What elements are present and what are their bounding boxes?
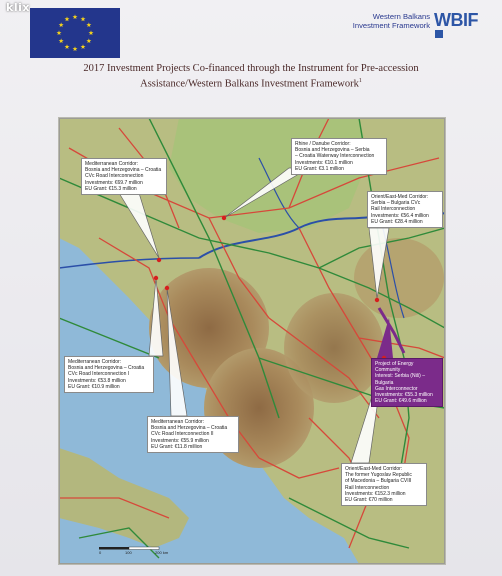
callout-line: Rail Interconnection <box>345 484 390 491</box>
callout-orient-rail-serbia-bulgaria <box>367 191 443 228</box>
callout-med-road-cvc-1 <box>64 356 154 393</box>
scale-label-mid: 100 <box>125 550 132 555</box>
title-line-2-text: Assistance/Western Balkans Investment Framework <box>140 78 359 90</box>
scale-bar <box>99 546 189 556</box>
scale-unit: km <box>162 550 169 555</box>
callout-line: – Croatia Waterway Interconnection <box>295 153 375 160</box>
scale-label-right <box>155 550 168 555</box>
callout-line: EU Grant: €3.1 million <box>295 165 344 172</box>
eu-flag <box>30 8 120 58</box>
eu-star-icon <box>81 44 86 49</box>
callout-line: Bosnia and Herzegovina – Croatia <box>68 365 145 372</box>
callout-med-road-cvc <box>81 158 167 195</box>
callout-line: Investments: €69.7 million <box>85 179 143 186</box>
callout-line: Rail Interconnection <box>371 206 416 213</box>
wbif-logo: WBIF <box>434 10 478 30</box>
callout-line: Serbia – Bulgaria CVc <box>371 200 421 207</box>
callout-line: CVc Road Interconnection I <box>68 371 130 378</box>
corridor-map <box>58 117 446 565</box>
wbif-logo-square <box>435 30 443 38</box>
callout-line: CVc Road Interconnection <box>85 173 144 180</box>
eu-star-icon <box>65 17 70 22</box>
wbif-brand-text <box>302 12 430 30</box>
eu-star-icon <box>73 46 78 51</box>
brand-line-1: Western Balkans <box>372 12 430 21</box>
callout-line: Interest: Serbia (Niš) – Bulgaria <box>375 373 426 386</box>
callout-line: Bosnia and Herzegovina – Croatia <box>151 425 228 432</box>
scale-label-left: 0 <box>99 550 102 555</box>
callout-line: Mediterranean Corridor: <box>68 359 122 365</box>
eastern-hills <box>354 238 444 318</box>
brand-line-2: Investment Framework <box>352 21 430 30</box>
callout-line: Investments: €55.9 million <box>151 437 209 444</box>
callout-line: EU Grant: €28.4 million <box>371 218 423 225</box>
callout-line: CVc Road Interconnection II <box>151 431 214 438</box>
eu-stars-icon <box>30 8 120 58</box>
eu-star-icon <box>59 22 64 27</box>
eu-star-icon <box>57 30 62 35</box>
callout-line: Orient/East-Med Corridor: <box>371 194 429 200</box>
eu-star-icon <box>59 38 64 43</box>
callout-line: Investments: €55.3 million <box>375 392 433 399</box>
callout-line: Investments: €10.1 million <box>295 159 353 166</box>
callout-line: Investments: €53.8 million <box>68 377 126 384</box>
callout-orient-rail-macedonia-bulgaria <box>341 463 427 506</box>
callout-line: EU Grant: €10.9 million <box>68 383 120 390</box>
callout-line: Mediterranean Corridor: <box>151 419 205 425</box>
callout-line: Investments: €152.3 million <box>345 490 406 497</box>
callout-line: Rhine / Danube Corridor: <box>295 141 351 147</box>
callout-line: EU Grant: €70 million <box>345 497 393 504</box>
poster-title <box>40 62 462 91</box>
callout-line: Gas Interconnector <box>375 385 418 392</box>
balkan-mountains <box>284 293 384 403</box>
callout-line: Bosnia and Herzegovina – Serbia <box>295 147 370 154</box>
callout-line: EU Grant: €49.6 million <box>375 398 427 405</box>
watermark-logo: klix <box>6 1 30 14</box>
callout-rhine-danube-waterway <box>291 138 387 175</box>
callout-line: EU Grant: €15.3 million <box>85 185 137 192</box>
eu-star-icon <box>81 17 86 22</box>
callout-line: Mediterranean Corridor: <box>85 161 139 167</box>
title-footnote: 1 <box>358 78 362 84</box>
callout-line: Project of Energy Community <box>375 361 414 374</box>
title-line-2 <box>40 75 462 91</box>
callout-line: EU Grant: €11.8 million <box>151 443 203 450</box>
callout-line: Investments: €56.4 million <box>371 212 429 219</box>
eu-star-icon <box>73 14 78 19</box>
callout-energy-gas-interconnector <box>371 358 443 407</box>
eu-star-icon <box>65 44 70 49</box>
eu-star-icon <box>89 30 94 35</box>
callout-line: The former Yugoslav Republic <box>345 472 412 479</box>
callout-med-road-cvc-2 <box>147 416 239 453</box>
title-line-1: 2017 Investment Projects Co-financed through the Instrument for Pre-accession <box>83 63 419 74</box>
callout-line: Bosnia and Herzegovina – Croatia <box>85 167 162 174</box>
eu-star-icon <box>86 22 91 27</box>
callout-line: Orient/East-Med Corridor: <box>345 466 403 472</box>
eu-star-icon <box>86 38 91 43</box>
scale-right-value: 200 <box>155 550 162 555</box>
callout-line: of Macedonia – Bulgaria CVIII <box>345 478 412 485</box>
